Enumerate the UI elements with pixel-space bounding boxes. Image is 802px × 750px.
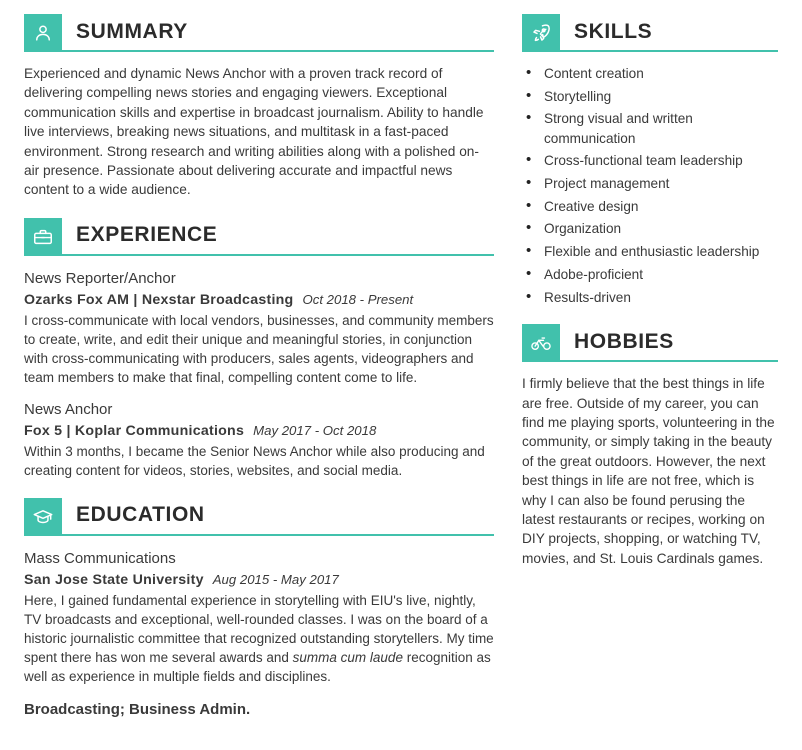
section-header-hobbies (522, 324, 778, 362)
section-header-education (24, 498, 494, 536)
list-item: • Project management (522, 174, 778, 193)
graduation-cap-icon (24, 498, 62, 536)
list-item: • Content creation (522, 64, 778, 83)
education-description (24, 591, 494, 686)
section-title-hobbies: HOBBIES (574, 329, 674, 353)
hobbies-text: I firmly believe that the best things in life are free. Outside of my career, you can find me playing sports, volunteering in the community, or simply taking in the beauty of the great outdoors. However, the next best things in life are not free, which is why I can also be found perusing the latest restaurants or recipes, working on DIY projects, shopping, or watching TV, movies, and St. Louis Cardinals games. (522, 376, 775, 566)
experience-entry (24, 269, 494, 387)
list-item: • Creative design (522, 197, 778, 216)
education-description-emphasis: summa cum laude (292, 649, 403, 665)
list-item: • Adobe-proficient (522, 265, 778, 284)
education-entry (24, 549, 494, 686)
section-title-summary: SUMMARY (76, 19, 188, 43)
section-header-summary (24, 14, 494, 52)
school-name: San Jose State University (24, 571, 204, 588)
job-meta (24, 421, 494, 441)
job-title: News Reporter/Anchor (24, 269, 176, 287)
section-title-experience: EXPERIENCE (76, 223, 218, 247)
section-title-education: EDUCATION (76, 503, 205, 527)
employer-name: Fox 5 | Koplar Communications (24, 422, 245, 439)
job-description: I cross-communicate with local vendors, businesses, and community members to create, write, and edit their unique and meaningful stories, in conjunction with cross-communicating with producers, sales agents, videographers and team members to make that final, compelling content come to life. (24, 312, 494, 385)
rocket-icon (522, 14, 560, 52)
section-header-experience (24, 218, 494, 256)
briefcase-icon (24, 218, 62, 256)
list-item: • Strong visual and written communication (522, 109, 778, 147)
skills-list (522, 64, 778, 307)
spacer (24, 480, 494, 498)
section-title-skills: SKILLS (574, 19, 653, 43)
education-extra-line: Broadcasting; Business Admin. (24, 700, 251, 718)
spacer (522, 310, 778, 324)
employment-dates: May 2017 - Oct 2018 (253, 422, 377, 438)
list-item: • Cross-functional team leadership (522, 151, 778, 170)
job-meta (24, 290, 494, 310)
list-item: • Results-driven (522, 288, 778, 307)
section-header-skills (522, 14, 778, 52)
education-dates: Aug 2015 - May 2017 (212, 571, 339, 587)
person-icon (24, 14, 62, 52)
school-meta (24, 570, 494, 590)
education-description-part2: recognition as well as experience in multiple fields and disciplines. (24, 649, 491, 684)
right-column (522, 14, 778, 750)
left-column (24, 14, 494, 750)
summary-text: Experienced and dynamic News Anchor with a proven track record of delivering compelling news stories and engaging viewers. Exceptional communication skills and expertise in broadcast journalism. Ability to handle live interviews, breaking news situations, and multitask in a fast-paced environment. Strong research and writing abilities along with a polished on-air presence. Passionate about delivering accurate and impactful news content to a wide audience. (24, 66, 484, 198)
employment-dates: Oct 2018 - Present (302, 291, 414, 307)
experience-entry (24, 400, 494, 480)
bicycle-icon (522, 324, 560, 362)
spacer (24, 200, 494, 218)
education-description-part1: Here, I gained fundamental experience in storytelling with EIU's live, nightly, TV broadcasts and exceptional, well-rounded classes. I was on the board of a historic journalistic committee that recognized outstanding storytellers. My time spent there has won me several awards and (24, 592, 494, 665)
job-title: News Anchor (24, 400, 113, 418)
job-description: Within 3 months, I became the Senior News Anchor while also producing and creating content for videos, stories, websites, and social media. (24, 443, 485, 478)
list-item: • Storytelling (522, 87, 778, 106)
employer-name: Ozarks Fox AM | Nexstar Broadcasting (24, 291, 294, 308)
list-item: • Organization (522, 219, 778, 238)
degree-name: Mass Communications (24, 549, 176, 567)
list-item: • Flexible and enthusiastic leadership (522, 242, 778, 261)
